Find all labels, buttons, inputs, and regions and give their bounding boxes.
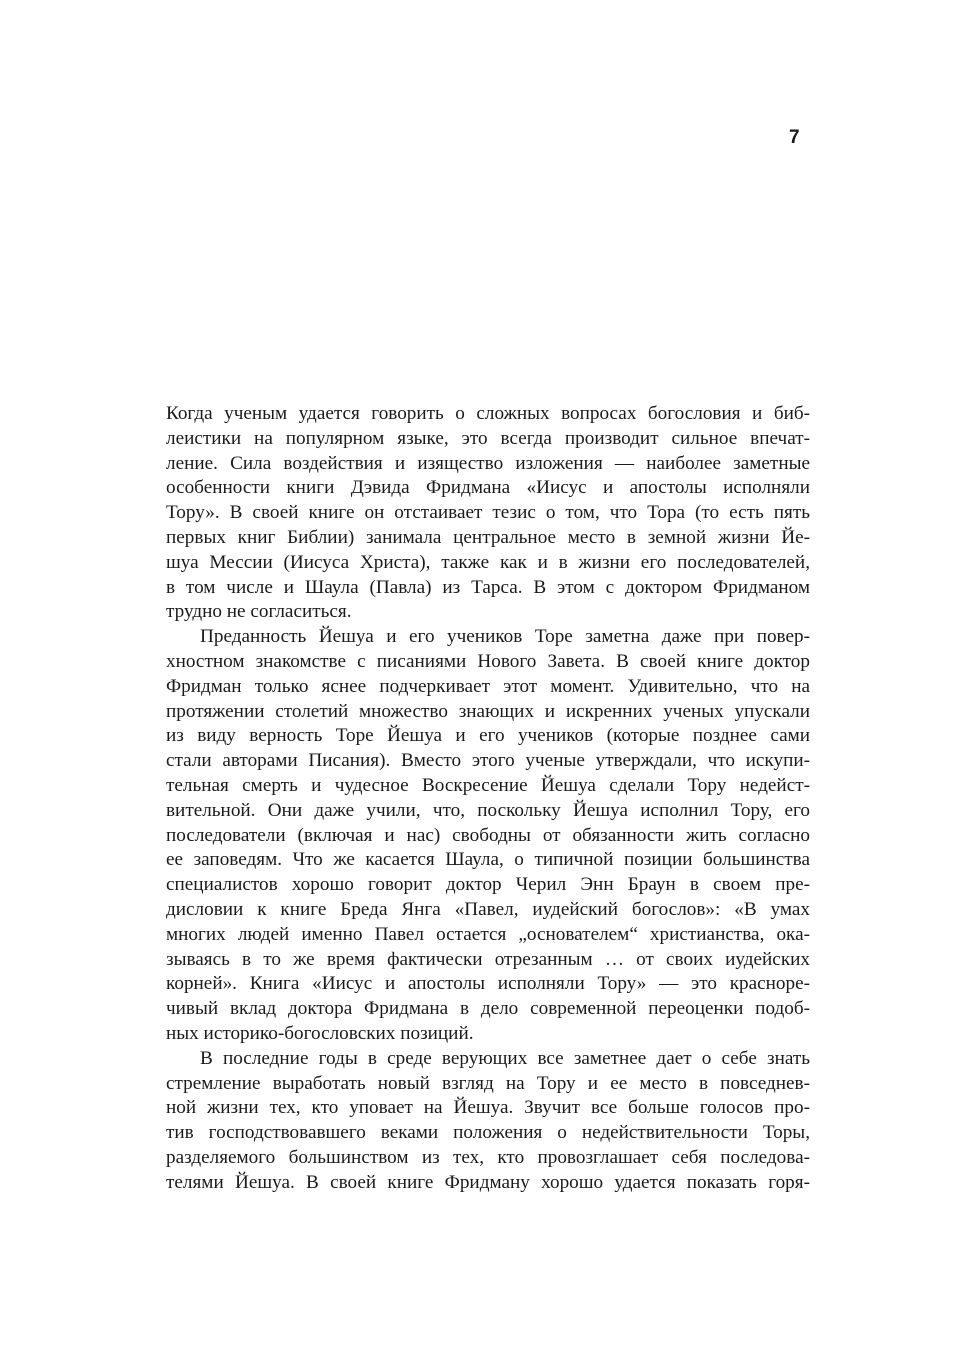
text-line: особенности книги Дэвида Фридмана «Иисус и апостолы исполняли [166, 477, 810, 499]
text-line: Когда ученым удается говорить о сложных вопросах богословия и биб- [166, 403, 810, 424]
text-line: первых книг Библии) занимала центральное место в земной жизни Йе- [166, 526, 810, 548]
text-line: тельная смерть и чудесное Воскресение Йешуа сделали Тору недейст- [166, 774, 810, 796]
text-line: разделяемого большинством из тех, кто провозглашает себя последова- [166, 1146, 810, 1168]
body-text [166, 402, 810, 1196]
text-line: вительной. Они даже учили, что, поскольку Йешуа исполнил Тору, его [166, 799, 810, 821]
page-number: 7 [789, 127, 800, 148]
text-line: корней». Книга «Иисус и апостолы исполняли Тору» — это красноре- [166, 973, 810, 995]
text-line: дисловии к книге Бреда Янга «Павел, иудейский богослов»: «В умах [166, 898, 810, 920]
text-line: зываясь в то же время фактически отрезанным … от своих иудейских [166, 948, 810, 970]
text-line: в том числе и Шаула (Павла) из Тарса. В этом с доктором Фридманом [166, 576, 810, 598]
text-line: леистики на популярном языке, это всегда производит сильное впечат- [166, 427, 810, 449]
text-line: В последние годы в среде верующих все заметнее дает о себе знать [200, 1047, 810, 1069]
text-line: многих людей именно Павел остается „основателем“ христианства, ока- [166, 923, 810, 945]
text-line: ление. Сила воздействия и изящество изложения — наиболее заметные [166, 452, 810, 474]
text-line: Тору». В своей книге он отстаивает тезис о том, что Тора (то есть пять [166, 502, 810, 524]
text-line: Преданность Йешуа и его учеников Торе заметна даже при повер- [200, 626, 810, 648]
text-line: стали авторами Писания). Вместо этого ученые утверждали, что искупи- [166, 750, 810, 772]
text-line: Фридман только яснее подчеркивает этот момент. Удивительно, что на [166, 675, 810, 697]
text-line: телями Йешуа. В своей книге Фридману хорошо удается показать горя- [166, 1171, 810, 1193]
text-line: протяжении столетий множество знающих и искренних ученых упускали [166, 700, 810, 722]
text-line: стремление выработать новый взгляд на Тору и ее место в повседнев- [166, 1072, 810, 1094]
text-line: ее заповедям. Что же касается Шаула, о типичной позиции большинства [166, 849, 810, 871]
text-line: хностном знакомстве с писаниями Нового Завета. В своей книге доктор [166, 650, 810, 672]
text-line: тив господствовавшего веками положения о недействительности Торы, [166, 1122, 810, 1144]
text-line: специалистов хорошо говорит доктор Черил Энн Браун в своем пре- [166, 874, 810, 896]
text-line: чивый вклад доктора Фридмана в дело современной переоценки подоб- [166, 998, 810, 1020]
text-line: ных историко-богословских позиций. [166, 1022, 474, 1044]
text-line: последователи (включая и нас) свободны от обязанности жить согласно [166, 824, 810, 846]
text-line: шуа Мессии (Иисуса Христа), также как и в жизни его последователей, [166, 551, 810, 573]
text-line: из виду верность Торе Йешуа и его учеников (которые позднее сами [166, 725, 810, 747]
text-line: трудно не согласиться. [166, 601, 352, 623]
text-line: ной жизни тех, кто уповает на Йешуа. Звучит все больше голосов про- [166, 1097, 810, 1119]
